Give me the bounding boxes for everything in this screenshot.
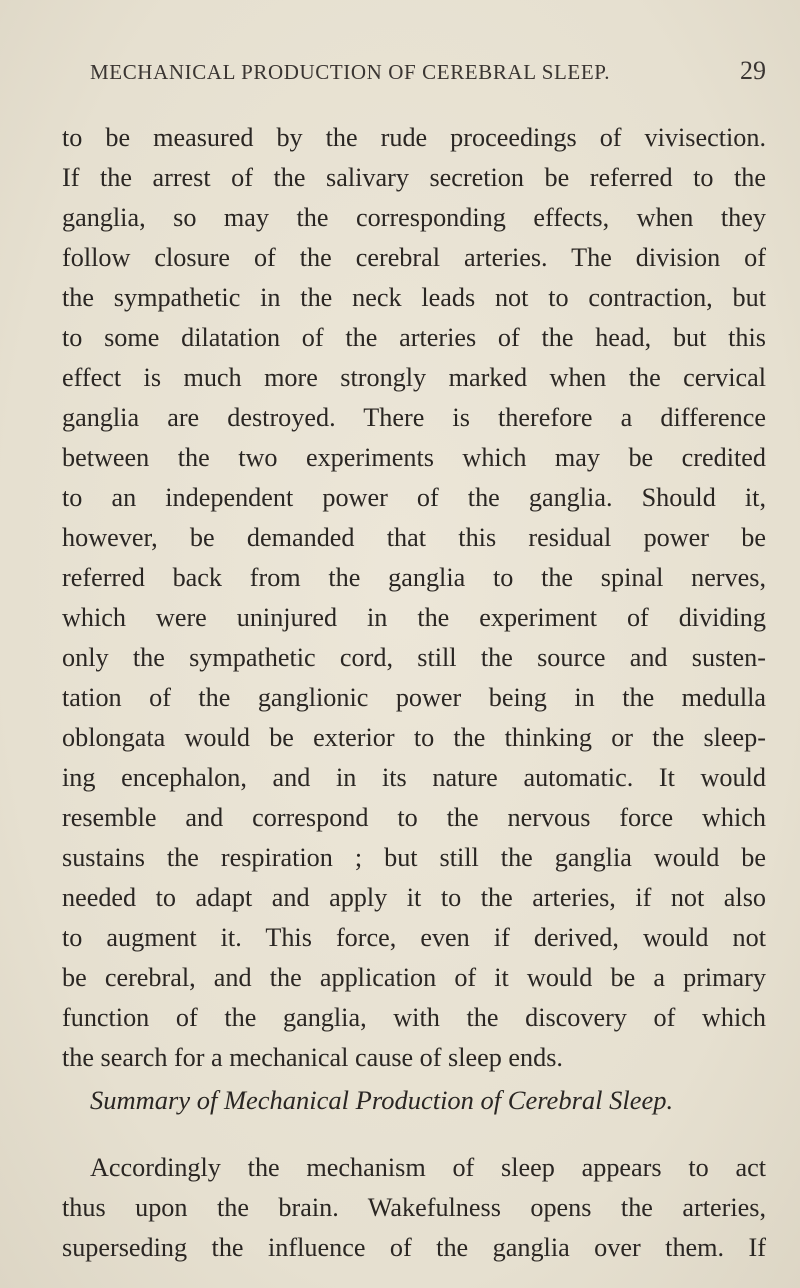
text-line: however, be demanded that this residual power be xyxy=(62,523,766,552)
text-line: to some dilatation of the arteries of the head, but this xyxy=(62,323,766,352)
text-line: thus upon the brain. Wakefulness opens the arteries, xyxy=(62,1193,766,1222)
text-line: Accordingly the mechanism of sleep appears to act xyxy=(90,1153,766,1182)
text-line: ganglia are destroyed. There is therefore a difference xyxy=(62,403,766,432)
text-line: between the two experiments which may be credited xyxy=(62,443,766,472)
text-line: sustains the respiration ; but still the ganglia would be xyxy=(62,843,766,872)
text-line: referred back from the ganglia to the spinal nerves, xyxy=(62,563,766,592)
text-line: oblongata would be exterior to the thinking or the sleep- xyxy=(62,723,766,752)
section-heading: Summary of Mechanical Production of Cerebral Sleep. xyxy=(90,1085,674,1115)
text-line: needed to adapt and apply it to the arteries, if not also xyxy=(62,883,766,912)
text-line: to be measured by the rude proceedings of vivisection. xyxy=(62,123,766,152)
text-line: which were uninjured in the experiment of dividing xyxy=(62,603,766,632)
text-line: superseding the influence of the ganglia over them. If xyxy=(62,1233,766,1262)
text-line: If the arrest of the salivary secretion be referred to the xyxy=(62,163,766,192)
text-line: to augment it. This force, even if derived, would not xyxy=(62,923,766,952)
text-line: effect is much more strongly marked when the cervical xyxy=(62,363,766,392)
text-line: function of the ganglia, with the discovery of which xyxy=(62,1003,766,1032)
text-line: only the sympathetic cord, still the source and susten- xyxy=(62,643,766,672)
text-line: the sympathetic in the neck leads not to contraction, but xyxy=(62,283,766,312)
page-number: 29 xyxy=(740,56,766,85)
running-head xyxy=(90,56,766,92)
running-head-title: MECHANICAL PRODUCTION OF CEREBRAL SLEEP. xyxy=(90,60,611,84)
text-line: tation of the ganglionic power being in the medulla xyxy=(62,683,766,712)
text-line: ing encephalon, and in its nature automatic. It would xyxy=(62,763,766,792)
text-line: the search for a mechanical cause of sleep ends. xyxy=(62,1043,563,1072)
text-line: to an independent power of the ganglia. Should it, xyxy=(62,483,766,512)
text-line: follow closure of the cerebral arteries. The division of xyxy=(62,243,766,272)
text-line: ganglia, so may the corresponding effects, when they xyxy=(62,203,766,232)
text-line: resemble and correspond to the nervous force which xyxy=(62,803,766,832)
text-line: be cerebral, and the application of it would be a primary xyxy=(62,963,766,992)
